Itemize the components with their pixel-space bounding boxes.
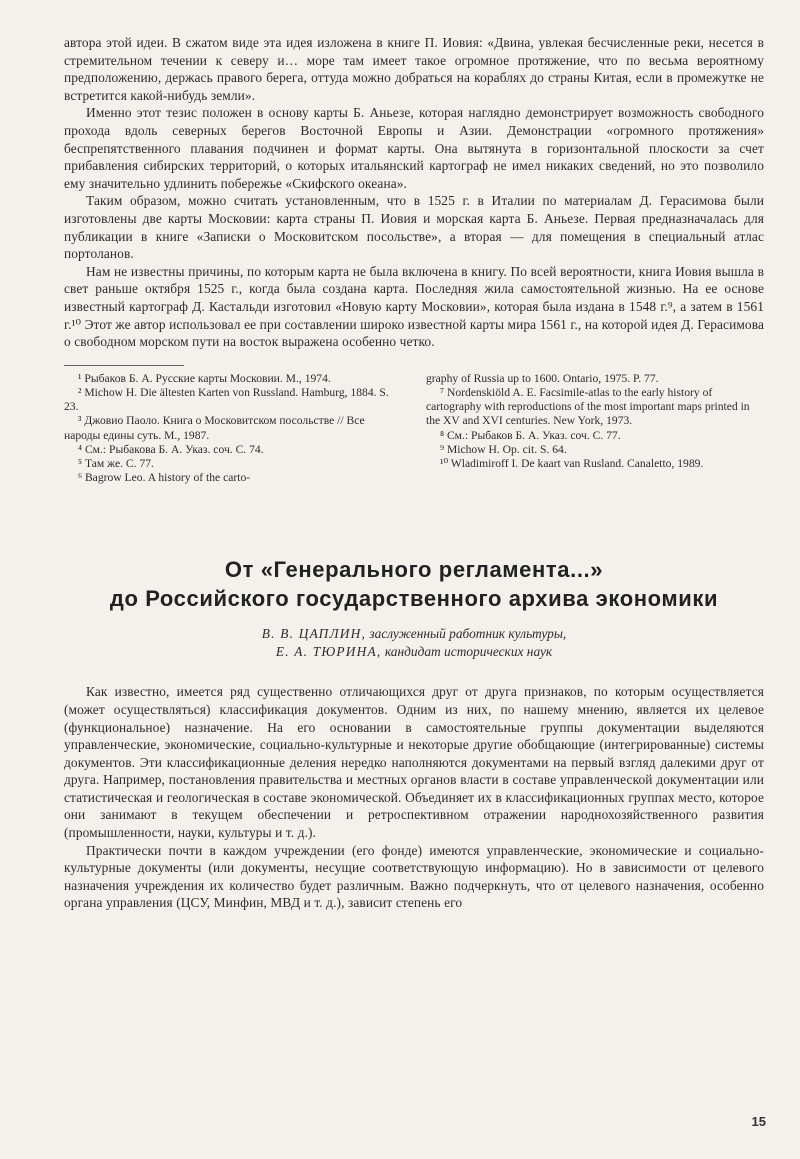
author-name: Е. А. ТЮРИНА, (275, 644, 382, 660)
article-paragraph: Практически почти в каждом учреждении (его фонде) имеются управленческие, экономические и социально-культурные документы (или документы, несущие соответствующую информацию). Но в зависимости от целевого назначения учреждения их количество будет различным. Важно подчеркнуть, что от целевого назначения, особенно органа управления (ЦСУ, Минфин, МВД и т. д.), зависит степень его (64, 842, 764, 911)
page-number: 15 (751, 1114, 766, 1129)
footnote: ² Michow H. Die ältesten Karten von Russland. Hamburg, 1884. S. 23. (64, 385, 389, 414)
body-paragraph: Нам не известны причины, по которым карта не была включена в книгу. По всей вероятности, книга Иовия вышла в свет раньше октября 1525 г., когда была создана карта. Последняя жила самостоятельной жизнью. На ее основе известный картограф Д. Кастальди изготовил «Новую карту Московии», которая была издана в 1548 г.⁹, а затем в 1561 г.¹⁰ Этот же автор использовал ее при составлении широко известной карты мира 1561 г., на которой идея Д. Герасимова о свободном морском пути на восток выражена особенно четко. (64, 263, 764, 350)
body-paragraph: Именно этот тезис положен в основу карты Б. Аньезе, которая наглядно демонстрирует возможность свободного прохода вдоль северных берегов Восточной Европы и Азии. Демонстрации «огромного протяжения» беспрепятственного плавания подчинен и формат карты. Она вытянута в горизонтальной плоскости за счет прибавления сибирских территорий, о которых итальянский картограф не имел никаких сведений, но это позволило ему значительно удлинить побережье «Скифского океана». (64, 105, 764, 191)
page-content (64, 34, 764, 912)
footnote: ³ Джовио Паоло. Книга о Московитском посольстве // Все народы едины суть. М., 1987. (64, 414, 365, 442)
author-role: заслуженный работник культуры, (366, 626, 567, 642)
footnote: ⁹ Michow H. Op. cit. S. 64. (440, 442, 567, 456)
article-paragraph: Как известно, имеется ряд существенно отличающихся друг от друга признаков, по которым осуществляется (может осуществляться) классификация документов. Одним из них, по нашему мнению, является их целевое (функциональное) назначение. На его основании в самостоятельные группы документации выделяются управленческие, экономические, социально-культурные и некоторые другие обобщающие (интегрированные) системы документов. Эти классификационные деления нередко наполняются документами на первый взгляд далекими друг от друга. Например, постановления правительства и местных органов власти в составе управленческой документации или статистическая и геологическая в составе экономической. Объединяет их в классификационных группах место, которое они занимают в текущем обеспечении и ретроспективном отражении народнохозяйственного развития (промышленности, науки, культуры и т. д.). (64, 684, 764, 841)
footnote: ⁸ См.: Рыбаков Б. А. Указ. соч. С. 77. (440, 428, 621, 442)
footnote: ¹ Рыбаков Б. А. Русские карты Московии. М., 1974. (78, 371, 331, 385)
footnote: ⁵ Там же. С. 77. (78, 456, 154, 470)
author-name: В. В. ЦАПЛИН, (261, 626, 367, 642)
footnotes-right-column (426, 372, 764, 486)
article-title-line2: до Российского государственного архива экономики (109, 586, 719, 612)
body-paragraph: автора этой идеи. В сжатом виде эта идея изложена в книге П. Иовия: «Двина, увлекая бесчисленные реки, несется в стремительном течении к северу и… море там имеет такое огромное протяжение, что по весьма вероятному предположению, держась правого берега, оттуда можно добраться на кораблях до страны Китая, если в промежутке не встретится какой-нибудь земли». (64, 35, 764, 103)
author-role: кандидат исторических наук (381, 644, 553, 660)
footnote: ⁷ Nordenskiöld A. E. Facsimile-atlas to the early history of cartography with reproductions of the most important maps printed in the XV and XVI centuries. New York, 1973. (426, 385, 750, 428)
footnote-divider (64, 365, 184, 366)
footnote: graphy of Russia up to 1600. Ontario, 1975. P. 77. (426, 371, 659, 385)
footnotes (64, 372, 764, 486)
article-authors (64, 625, 764, 661)
article-title-line1: От «Генерального регламента...» (224, 557, 604, 583)
footnote: ⁴ См.: Рыбакова Б. А. Указ. соч. С. 74. (78, 442, 264, 456)
footnotes-left-column (64, 372, 402, 486)
article-title (64, 555, 764, 613)
author-line (64, 643, 764, 661)
footnote: ⁶ Bagrow Leo. A history of the carto- (78, 471, 251, 485)
footnote: ¹⁰ Wladimiroff I. De kaart van Rusland. Canaletto, 1989. (440, 456, 704, 470)
author-line (64, 625, 764, 643)
body-paragraph: Таким образом, можно считать установленным, что в 1525 г. в Италии по материалам Д. Герасимова были изготовлены две карты Московии: карта страны П. Иовия и морская карта Б. Аньезе. Первая предназначалась для публикации в книге «Записки о Московитском посольстве», а вторая — для помещения в специальный атлас портоланов. (64, 193, 764, 262)
